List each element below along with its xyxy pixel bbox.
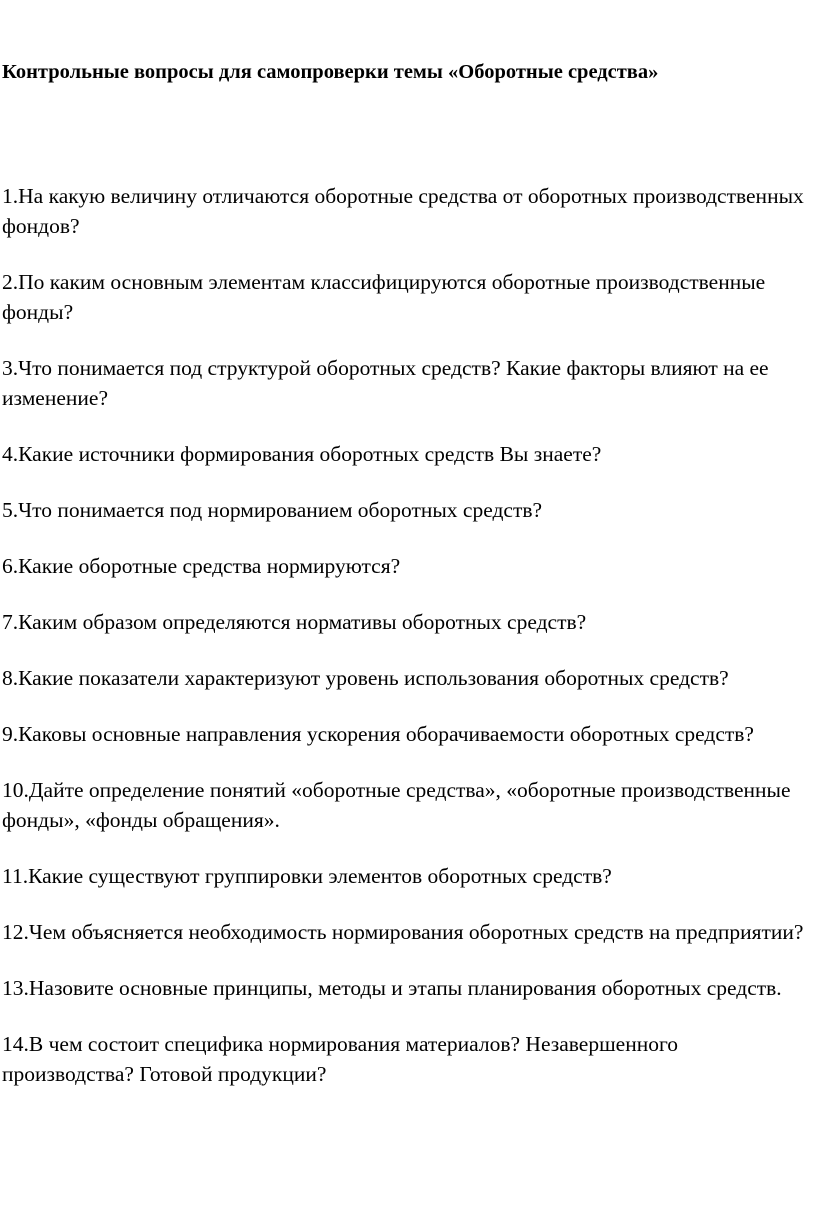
question-item: 4.Какие источники формирования оборотных средств Вы знаете? [2, 442, 602, 466]
question-item: 5.Что понимается под нормированием оборотных средств? [2, 498, 543, 522]
question-item: 7.Каким образом определяются нормативы оборотных средств? [2, 610, 587, 634]
question-item: 13.Назовите основные принципы, методы и этапы планирования оборотных средств. [2, 976, 782, 1000]
question-item: 12.Чем объясняется необходимость нормирования оборотных средств на предприятии? [2, 920, 804, 944]
question-item: 11.Какие существуют группировки элементов оборотных средств? [2, 864, 612, 888]
document-title: Контрольные вопросы для самопроверки темы «Оборотные средства» [2, 61, 659, 83]
question-item: 14.В чем состоит специфика нормирования материалов? Незавершенного производства? Готовой продукции? [2, 1032, 678, 1086]
question-item: 8.Какие показатели характеризуют уровень использования оборотных средств? [2, 666, 729, 690]
question-item: 6.Какие оборотные средства нормируются? [2, 554, 401, 578]
question-item: 10.Дайте определение понятий «оборотные средства», «оборотные производственные фонды», «фонды обращения». [2, 778, 791, 832]
question-item: 9.Каковы основные направления ускорения оборачиваемости оборотных средств? [2, 722, 754, 746]
question-item: 1.На какую величину отличаются оборотные средства от оборотных производственных фондов? [2, 184, 804, 238]
question-list [2, 181, 812, 1115]
question-item: 2.По каким основным элементам классифицируются оборотные производственные фонды? [2, 270, 766, 324]
question-item: 3.Что понимается под структурой оборотных средств? Какие факторы влияют на ее изменение? [2, 356, 769, 410]
